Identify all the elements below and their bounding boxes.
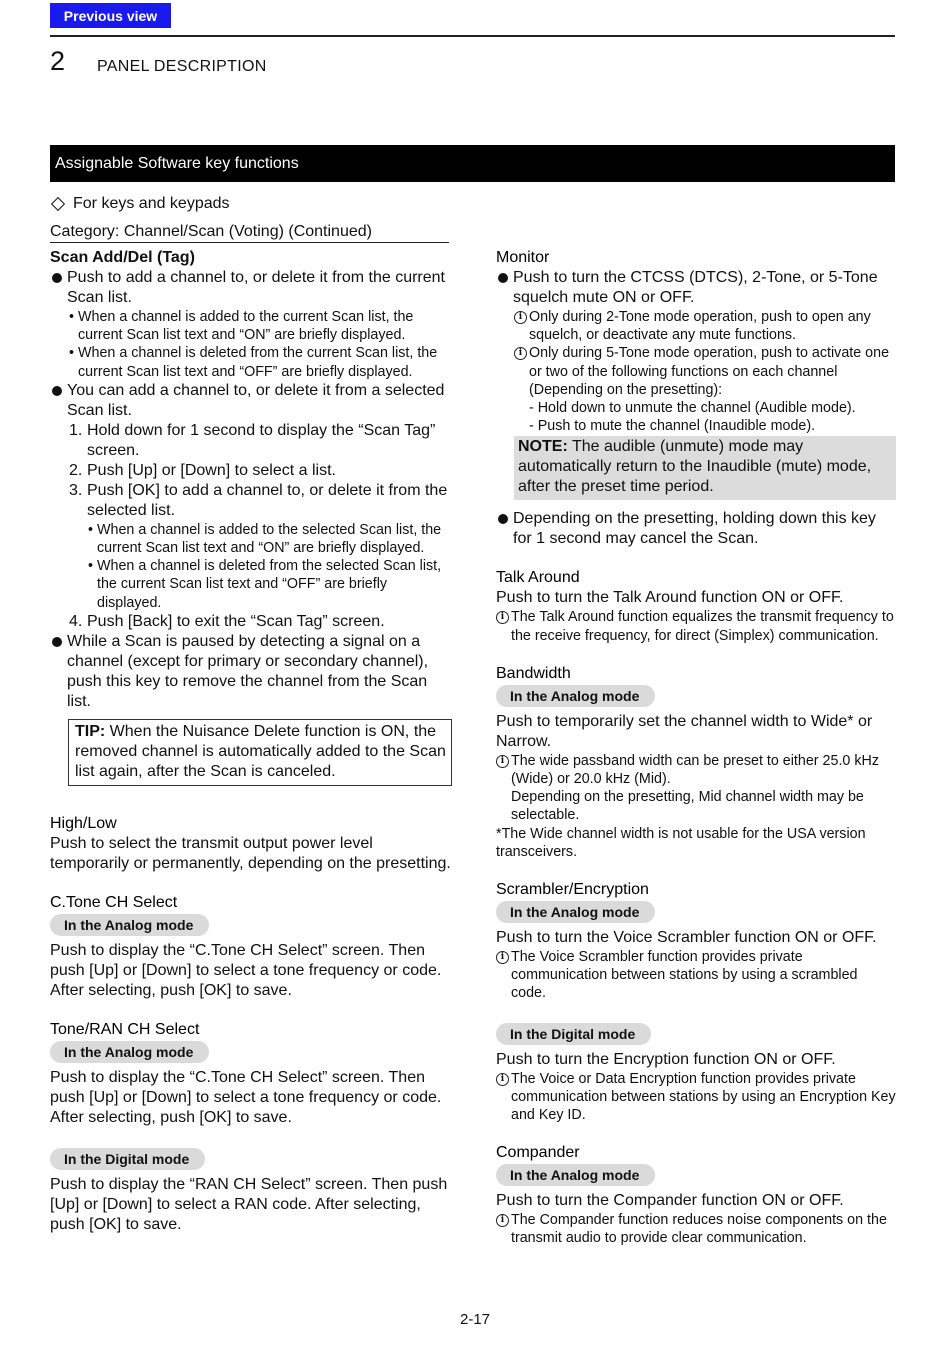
section-title: Assignable Software key functions: [55, 154, 299, 172]
previous-view-button[interactable]: Previous view: [50, 3, 171, 28]
section-title-bar: [50, 145, 895, 182]
info-icon: i: [514, 311, 527, 324]
info-item: i The wide passband width can be preset to either 25.0 kHz (Wide) or 20.0 kHz (Mid).: [496, 752, 896, 788]
info-item: i The Compander function reduces noise components on the transmit audio to provide clear communication.: [496, 1211, 896, 1247]
tone-ran-digital-text: Push to display the “RAN CH Select” screen. Then push [Up] or [Down] to select a RAN code. After selecting, push [OK] to save.: [50, 1175, 448, 1233]
info-continuation: Depending on the presetting, Mid channel width may be selectable.: [511, 789, 864, 824]
tone-ran-analog-text: Push to display the “C.Tone CH Select” screen. Then push [Up] or [Down] to select a tone frequency or code. After selecting, push [OK] to save.: [50, 1068, 442, 1126]
scrambler-analog-text: Push to turn the Voice Scrambler function ON or OFF.: [496, 929, 877, 947]
sub-bullet-item: • When a channel is deleted from the selected Scan list, the current Scan list text and “OFF” are briefly displayed.: [87, 557, 452, 612]
info-item: i The Voice Scrambler function provides private communication between stations by using a scrambled code.: [496, 948, 896, 1003]
bullet-item: Depending on the presetting, holding down this key for 1 second may cancel the Scan.: [496, 509, 896, 549]
info-item: i Only during 2-Tone mode operation, push to open any squelch, or deactivate any mute functions.: [514, 308, 896, 344]
info-item: i Only during 5-Tone mode operation, push to activate one or two of the following functions on each channel (Depending on the presetting):: [514, 344, 896, 399]
info-item: i The Voice or Data Encryption function provides private communication between stations by using an Encryption Key and Key ID.: [496, 1070, 896, 1125]
right-column: [496, 248, 896, 1248]
scrambler-heading: Scrambler/Encryption: [496, 881, 649, 899]
info-icon: i: [496, 1073, 509, 1086]
chapter-title: PANEL DESCRIPTION: [97, 58, 267, 75]
note-box: [514, 436, 896, 500]
bullet-item: Push to turn the CTCSS (DTCS), 2-Tone, or 5-Tone squelch mute ON or OFF.: [496, 268, 896, 308]
info-sub-item: - Push to mute the channel (Inaudible mode).: [529, 418, 816, 435]
ctone-ch-select-heading: C.Tone CH Select: [50, 893, 178, 911]
step-item: 1. Hold down for 1 second to display the “Scan Tag” screen.: [69, 421, 436, 459]
diamond-icon: [51, 197, 65, 211]
info-icon: i: [496, 755, 509, 768]
info-item: i The Talk Around function equalizes the transmit frequency to the receive frequency, for direct (Simplex) communication.: [496, 608, 896, 644]
subsection-heading: [50, 195, 230, 213]
scrambler-digital-text: Push to turn the Encryption function ON or OFF.: [496, 1050, 836, 1068]
info-sub-item: - Hold down to unmute the channel (Audible mode).: [529, 400, 856, 417]
compander-heading: Compander: [496, 1144, 580, 1162]
talk-around-text: Push to turn the Talk Around function ON or OFF.: [496, 589, 844, 607]
high-low-heading: High/Low: [50, 814, 117, 832]
tip-box: [68, 719, 452, 786]
mode-badge-digital: In the Digital mode: [496, 1023, 651, 1045]
mode-badge-analog: In the Analog mode: [50, 1041, 209, 1063]
sub-bullet-item: • When a channel is added to the selected Scan list, the current Scan list text and “ON” are briefly displayed.: [87, 521, 452, 557]
bullet-item: You can add a channel to, or delete it from a selected Scan list.: [50, 381, 452, 421]
page-number: 2-17: [459, 1311, 491, 1328]
step-item: 2. Push [Up] or [Down] to select a list.: [69, 461, 336, 479]
compander-text: Push to turn the Compander function ON or OFF.: [496, 1192, 844, 1210]
bandwidth-text: Push to temporarily set the channel width to Wide* or Narrow.: [496, 712, 873, 750]
monitor-heading: Monitor: [496, 249, 550, 266]
footnote: *The Wide channel width is not usable for the USA version transceivers.: [496, 825, 866, 860]
mode-badge-analog: In the Analog mode: [50, 914, 209, 936]
mode-badge-analog: In the Analog mode: [496, 901, 655, 923]
talk-around-heading: Talk Around: [496, 569, 580, 587]
info-icon: i: [496, 951, 509, 964]
step-item: 4. Push [Back] to exit the “Scan Tag” screen.: [69, 612, 385, 630]
step-item: 3. Push [OK] to add a channel to, or delete it from the selected list.: [69, 481, 448, 519]
subsection-title: For keys and keypads: [73, 195, 230, 212]
tip-text: When the Nuisance Delete function is ON, the removed channel is automatically added to the Scan list again, after the Scan is canceled.: [75, 722, 446, 780]
bullet-item: While a Scan is paused by detecting a signal on a channel (except for primary or secondary channel), push this key to remove the channel from the Scan list.: [50, 632, 452, 712]
mode-badge-digital: In the Digital mode: [50, 1148, 205, 1170]
high-low-text: Push to select the transmit output power level temporarily or permanently, depending on the presetting.: [50, 834, 451, 872]
category-heading: Category: Channel/Scan (Voting) (Continued): [50, 223, 449, 243]
bandwidth-heading: Bandwidth: [496, 664, 571, 682]
note-label: NOTE:: [518, 438, 568, 456]
chapter-number: 2: [50, 46, 66, 76]
info-icon: i: [496, 1214, 509, 1227]
scan-add-del-heading: Scan Add/Del (Tag): [50, 249, 195, 266]
sub-bullet-item: • When a channel is added to the current Scan list, the current Scan list text and “ON” are briefly displayed.: [68, 308, 452, 344]
mode-badge-analog: In the Analog mode: [496, 685, 655, 707]
sub-bullet-item: • When a channel is deleted from the current Scan list, the current Scan list text and “OFF” are briefly displayed.: [68, 344, 452, 380]
mode-badge-analog: In the Analog mode: [496, 1164, 655, 1186]
bullet-item: Push to add a channel to, or delete it from the current Scan list.: [50, 268, 452, 308]
note-text: The audible (unmute) mode may automatically return to the Inaudible (mute) mode, after the preset time period.: [518, 438, 872, 496]
info-icon: i: [514, 347, 527, 360]
info-icon: i: [496, 611, 509, 624]
tone-ran-ch-select-heading: Tone/RAN CH Select: [50, 1020, 200, 1038]
header-rule: [50, 35, 895, 37]
tip-label: TIP:: [75, 722, 106, 740]
ctone-ch-select-text: Push to display the “C.Tone CH Select” screen. Then push [Up] or [Down] to select a tone frequency or code. After selecting, push [OK] to save.: [50, 941, 442, 999]
left-column: [50, 248, 452, 1235]
